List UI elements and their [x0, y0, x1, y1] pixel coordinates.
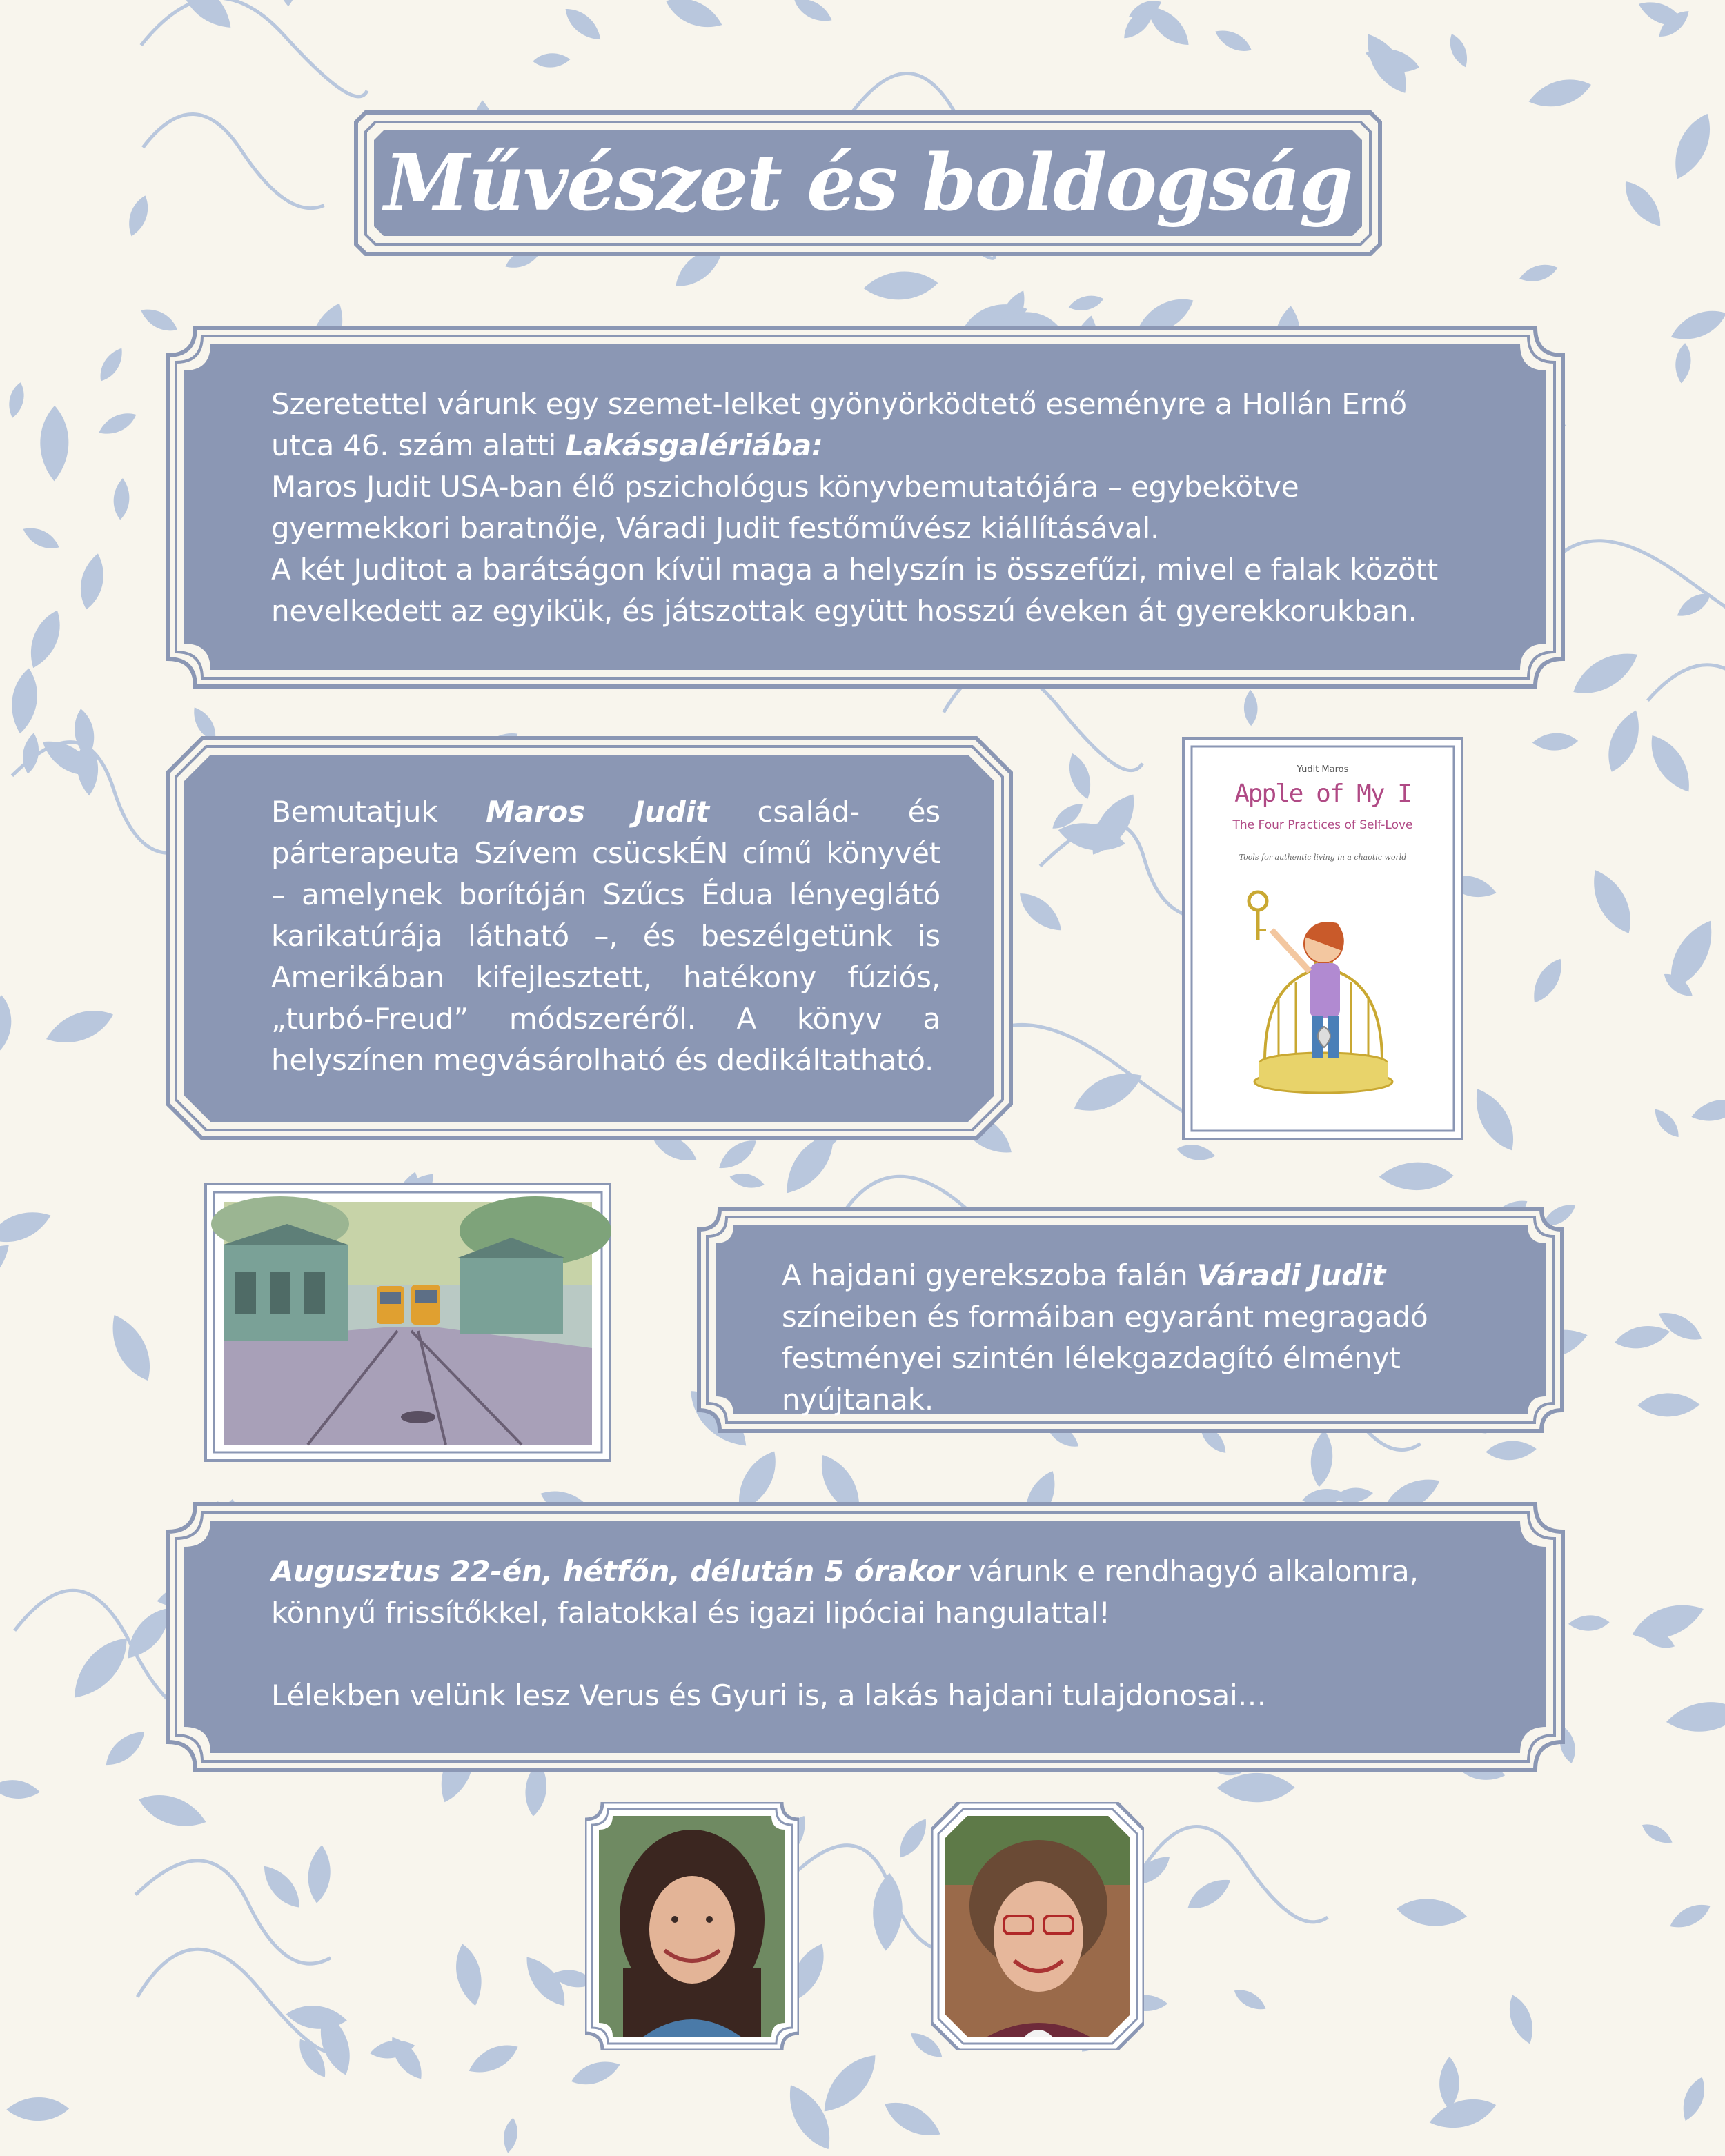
painting-image: [204, 1183, 611, 1462]
leaf-icon: [1013, 886, 1068, 938]
leaf-icon: [1637, 1393, 1700, 1417]
cover-author: Yudit Maros: [1297, 764, 1349, 775]
leaf-icon: [1584, 864, 1641, 940]
leaf-icon: [1426, 2093, 1499, 2135]
leaf-icon: [1067, 293, 1105, 314]
book-text-body: család- és párterapeuta Szívem csücskÉN című könyvét – amelynek borítóján Szűcs Édua lényeglátó karikatúrája látható –, és beszélgetünk is Amerikában kifejlesztett, hatékony fúziós, „turbó-Freud” módszeréről. A könyv a helyszínen megvásárolható és dedikáltatható.: [271, 795, 940, 1077]
leaf-icon: [1639, 1819, 1675, 1848]
leaf-icon: [8, 666, 41, 735]
cover-subtitle: The Four Practices of Self-Love: [1232, 818, 1413, 832]
leaf-icon: [135, 1787, 210, 1834]
leaf-icon: [124, 193, 152, 239]
leaf-icon: [1333, 1485, 1374, 1505]
portrait-maros-judit: [585, 1802, 799, 2050]
leaf-icon: [662, 0, 727, 35]
leaf-icon: [1532, 732, 1578, 751]
leaf-icon: [1666, 1899, 1714, 1934]
intro-line1: Szeretettel várunk egy szemet-lelket gyönyörködtető eseményre a Hollán Ernő utca 46. szám alatti: [271, 387, 1407, 462]
leaf-icon: [1439, 2057, 1459, 2110]
leaf-icon: [894, 1814, 934, 1863]
painting-text: [782, 1255, 1479, 1421]
vine-stem: [1546, 541, 1725, 633]
leaf-icon: [862, 269, 939, 302]
leaf-icon: [1665, 108, 1719, 185]
intro-line2: Maros Judit USA-ban élő pszichológus könyvbemutatójára – egybekötve gyermekkori baratnője, Váradi Judit festőművész kiállításával.: [271, 470, 1299, 545]
leaf-icon: [1566, 642, 1644, 704]
leaf-icon: [273, 0, 302, 7]
leaf-icon: [1466, 1082, 1524, 1157]
title-banner: [356, 112, 1380, 254]
tram-station-painting: [211, 1196, 611, 1445]
leaf-icon: [791, 0, 836, 27]
leaf-icon: [1243, 690, 1258, 726]
leaf-icon: [112, 477, 130, 520]
leaf-icon: [6, 2097, 69, 2121]
leaf-icon: [533, 52, 571, 68]
leaf-icon: [871, 1872, 904, 1952]
leaf-icon: [1064, 751, 1096, 802]
portrait-1-frame: [585, 1802, 799, 2050]
leaf-icon: [0, 1778, 41, 1801]
book-text: [271, 791, 940, 1081]
leaf-icon: [1379, 1162, 1454, 1191]
painting-panel: [699, 1209, 1562, 1431]
author-name: Maros Judit: [486, 795, 709, 829]
leaf-icon: [0, 995, 12, 1051]
event-panel: [168, 1504, 1563, 1770]
vine-stem: [1139, 1827, 1328, 1922]
leaf-icon: [63, 1628, 138, 1708]
leaf-icon: [1617, 175, 1668, 233]
vine-stem: [143, 115, 324, 208]
leaf-icon: [502, 2117, 520, 2154]
leaf-icon: [568, 2055, 623, 2090]
intro-panel: [168, 328, 1563, 686]
leaf-icon: [1600, 706, 1648, 776]
leaf-icon: [464, 2037, 522, 2080]
vine-stem: [135, 1861, 331, 1964]
leaf-icon: [0, 1204, 55, 1250]
leaf-icon: [1068, 1062, 1148, 1121]
leaf-icon: [1666, 303, 1725, 348]
venue-name: Lakásgalériába:: [565, 428, 823, 462]
leaf-icon: [1526, 954, 1568, 1008]
book-panel: [168, 738, 1011, 1138]
leaf-icon: [1216, 1772, 1294, 1802]
leaf-icon: [1526, 73, 1595, 113]
page-title: Művészet és boldogság: [384, 138, 1352, 228]
leaf-icon: [95, 408, 139, 439]
leaf-icon: [1689, 1095, 1725, 1127]
leaf-icon: [1677, 2074, 1711, 2124]
leaf-icon: [1674, 342, 1693, 384]
portrait-2-frame: [931, 1802, 1144, 2050]
leaf-icon: [20, 522, 63, 554]
leaf-icon: [1308, 1429, 1335, 1487]
leaf-icon: [6, 381, 27, 419]
leaf-icon: [172, 0, 239, 37]
leaf-icon: [1183, 1872, 1236, 1916]
painting-text-body: színeiben és formáiban egyaránt megragadó festményei szintén lélekgazdagító élményt nyújtanak.: [782, 1300, 1428, 1416]
leaf-icon: [1642, 729, 1699, 798]
leaf-icon: [1650, 1105, 1684, 1141]
event-date: Augusztus 22-én, hétfőn, délután 5 órakor: [271, 1554, 960, 1588]
event-text-body: várunk e rendhagyó alkalomra, könnyű frissítőkkel, falatokkal és igazi lipóciai hangulattal!: [271, 1554, 1419, 1630]
leaf-icon: [1504, 1992, 1539, 2047]
leaf-icon: [1141, 0, 1196, 52]
cover-title: Apple of My I: [1234, 780, 1411, 808]
leaf-icon: [1613, 1321, 1672, 1353]
leaf-icon: [1395, 1895, 1468, 1930]
book-text-pre: Bemutatjuk: [271, 795, 486, 829]
event-note: Lélekben velünk lesz Verus és Gyuri is, a lakás hajdani tulajdonosai…: [271, 1679, 1267, 1712]
leaf-icon: [1654, 1305, 1706, 1347]
intro-line3: A két Juditot a barátságon kívül maga a helyszín is összefűzi, mivel e falak között nevelkedett az egyikük, és játszottak együtt hosszú éveken át gyerekkorukban.: [271, 553, 1439, 628]
leaf-icon: [102, 1309, 160, 1387]
cover-tagline: Tools for authentic living in a chaotic world: [1239, 853, 1407, 862]
leaf-icon: [76, 551, 108, 611]
leaf-icon: [560, 3, 606, 46]
portrait-2-photo: [931, 1802, 1144, 2050]
painting-frame: [204, 1183, 611, 1462]
leaf-icon: [728, 1170, 766, 1191]
event-text: [271, 1551, 1472, 1717]
leaf-icon: [1568, 1614, 1610, 1632]
leaf-icon: [879, 2094, 946, 2145]
leaf-icon: [1517, 261, 1559, 286]
vine-stem: [141, 0, 366, 97]
leaf-icon: [451, 1941, 486, 2008]
leaf-icon: [1446, 31, 1472, 70]
painting-text-pre: A hajdani gyerekszoba falán: [782, 1258, 1197, 1292]
leaf-icon: [23, 606, 68, 672]
portrait-1-photo: [585, 1802, 799, 2050]
leaf-icon: [40, 406, 69, 482]
leaf-icon: [1175, 1142, 1216, 1163]
leaf-icon: [41, 1002, 117, 1051]
painter-name: Váradi Judit: [1196, 1258, 1386, 1292]
leaf-icon: [306, 1844, 333, 1904]
leaf-icon: [257, 1859, 307, 1914]
leaf-icon: [100, 1725, 150, 1772]
portrait-varadi-judit: [931, 1802, 1144, 2050]
leaf-icon: [20, 732, 41, 775]
leaf-icon: [1485, 1439, 1537, 1461]
leaf-icon: [95, 344, 128, 385]
intro-text: [271, 384, 1472, 632]
leaf-icon: [0, 1236, 17, 1300]
leaf-icon: [1664, 1698, 1725, 1737]
leaf-icon: [814, 2046, 885, 2121]
leaf-icon: [1212, 25, 1254, 57]
leaf-icon: [1231, 1985, 1269, 2015]
book-cover-image: [1182, 737, 1463, 1140]
